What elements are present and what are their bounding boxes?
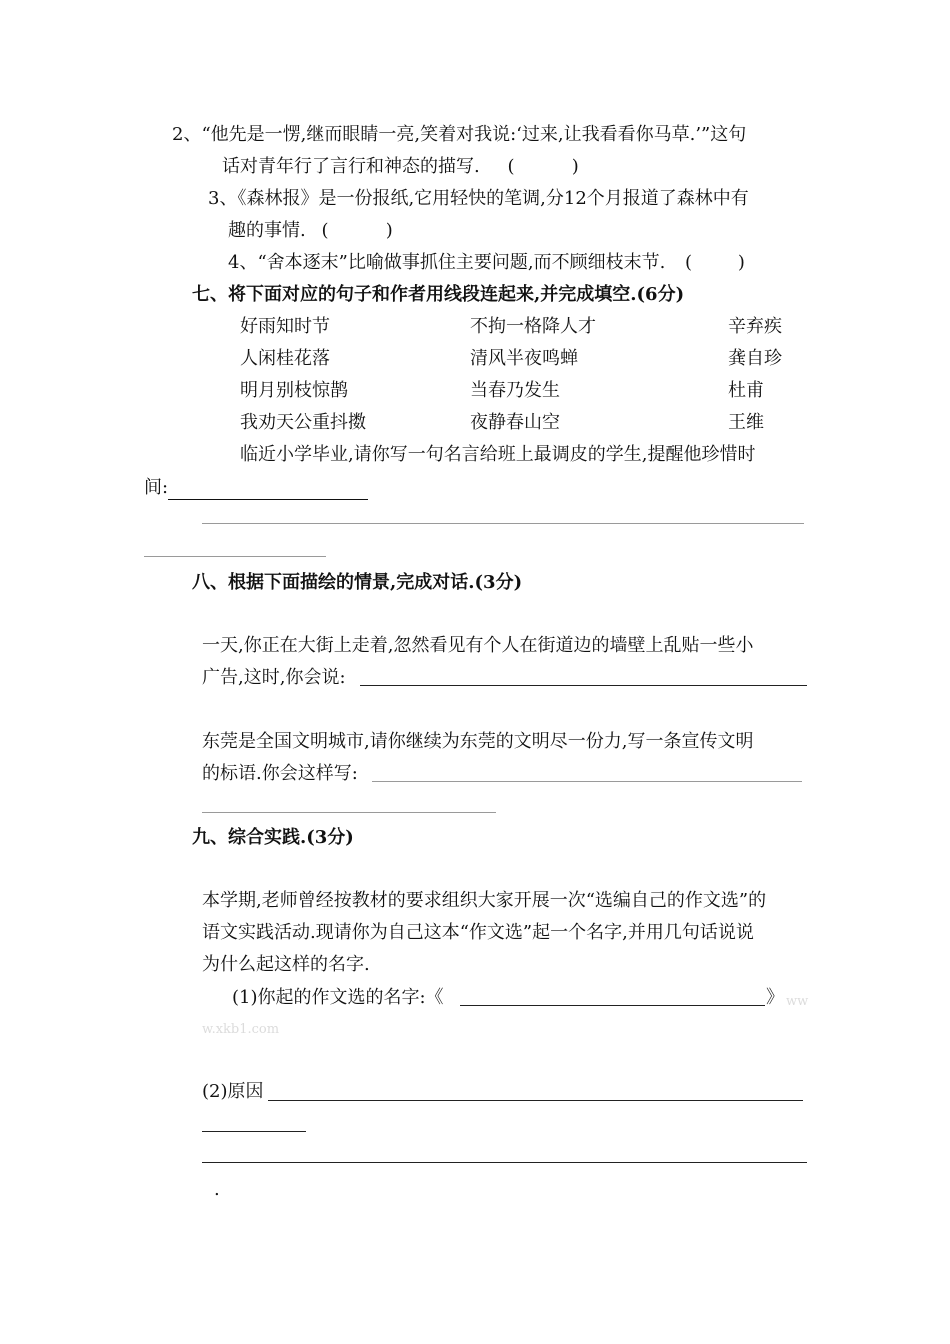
match-sentence-4[interactable]: 我劝天公重抖擞 (240, 412, 366, 433)
match-line-1[interactable]: 不拘一格降人才 (470, 316, 596, 337)
end-dot: . (214, 1179, 220, 1200)
q2-line2 (222, 155, 579, 179)
q3-answer-paren[interactable]: ( ) (321, 220, 393, 241)
essay-collection-name-blank[interactable] (460, 1005, 765, 1006)
q2-answer-paren[interactable]: ( ) (507, 156, 579, 177)
quote-answer-blank[interactable] (168, 481, 368, 500)
dialogue-answer-blank[interactable] (360, 685, 807, 686)
section8-p2-label: 的标语.你会这样写: (202, 763, 358, 784)
section7-heading: 七、将下面对应的句子和作者用线段连起来,并完成填空.(6分) (192, 284, 685, 305)
section7-prompt-line1: 临近小学毕业,请你写一句名言给班上最调皮的学生,提醒他珍惜时 (240, 444, 756, 465)
q2-text: 话对青年行了言行和神态的描写. (222, 156, 480, 177)
section8-p2-line1: 东莞是全国文明城市,请你继续为东莞的文明尽一份力,写一条宣传文明 (202, 731, 754, 752)
section8-p1-label: 广告,这时,你会说: (202, 667, 346, 688)
q1-close-quote: 》 (766, 987, 784, 1008)
match-author-4[interactable]: 王维 (728, 412, 764, 433)
match-line-3[interactable]: 当春乃发生 (470, 380, 560, 401)
section9-heading: 九、综合实践.(3分) (192, 827, 354, 848)
q2-line1: 2、“他先是一愣,继而眼睛一亮,笑着对我说:‘过来,让我看看你马草.’”这句 (172, 124, 747, 145)
section9-p-line3: 为什么起这样的名字. (202, 954, 370, 975)
quote-answer-line-3[interactable] (144, 556, 326, 557)
section8-p1-line1: 一天,你正在大街上走着,忽然看见有个人在街道边的墙壁上乱贴一些小 (202, 635, 754, 656)
watermark-text-1: ww (786, 994, 809, 1009)
match-author-1[interactable]: 辛弃疾 (728, 316, 782, 337)
q3-text: 趣的事情. (228, 220, 306, 241)
section8-heading: 八、根据下面描绘的情景,完成对话.(3分) (192, 572, 523, 593)
q2-reason-label: (2)原因 (202, 1081, 264, 1102)
section9-p-line1: 本学期,老师曾经按教材的要求组织大家开展一次“选编自己的作文选”的 (202, 890, 767, 911)
section7-prompt-label: 间: (144, 477, 169, 498)
q1-label: (1)你起的作文选的名字:《 (232, 987, 444, 1008)
reason-answer-blank-3[interactable] (202, 1162, 807, 1163)
q4-text: 4、“舍本逐末”比喻做事抓住主要问题,而不顾细枝末节. (228, 252, 666, 273)
slogan-answer-line-2[interactable] (202, 812, 496, 813)
q3-line2 (228, 219, 393, 243)
slogan-answer-blank[interactable] (372, 781, 802, 782)
quote-answer-line-2[interactable] (202, 523, 804, 524)
q3-line1: 3、《森林报》是一份报纸,它用轻快的笔调,分12个月报道了森林中有 (208, 188, 749, 209)
section9-p-line2: 语文实践活动.现请你为自己这本“作文选”起一个名字,并用几句话说说 (202, 922, 754, 943)
q4-answer-paren[interactable]: ( ) (685, 252, 745, 273)
match-sentence-2[interactable]: 人闲桂花落 (240, 348, 330, 369)
section8-p2-line2 (202, 762, 358, 786)
match-author-3[interactable]: 杜甫 (728, 380, 764, 401)
match-sentence-1[interactable]: 好雨知时节 (240, 316, 330, 337)
section9-q1 (232, 986, 444, 1010)
section9-q2 (202, 1080, 264, 1104)
section8-p1-line2 (202, 666, 346, 690)
section7-prompt-line2 (144, 476, 368, 500)
reason-answer-blank-2[interactable] (202, 1131, 306, 1132)
match-line-4[interactable]: 夜静春山空 (470, 412, 560, 433)
match-author-2[interactable]: 龚自珍 (728, 348, 782, 369)
watermark-text-2: w.xkb1.com (202, 1022, 280, 1037)
q4-line (228, 251, 745, 275)
reason-answer-blank-1[interactable] (268, 1100, 803, 1101)
match-sentence-3[interactable]: 明月别枝惊鹊 (240, 380, 348, 401)
match-line-2[interactable]: 清风半夜鸣蝉 (470, 348, 578, 369)
